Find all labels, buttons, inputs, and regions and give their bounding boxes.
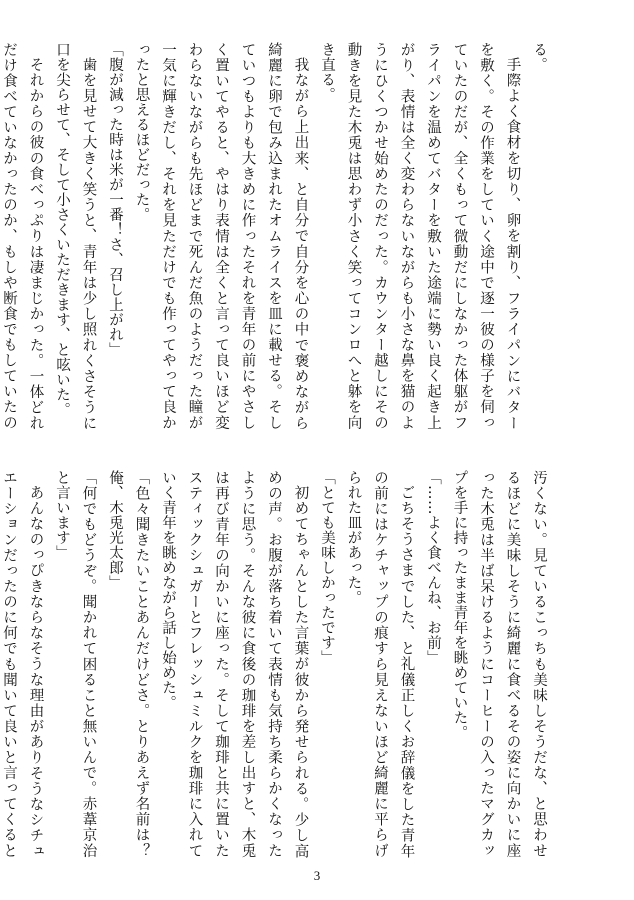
paragraph: 「……よく食べんね、お前」 [425, 470, 441, 665]
paragraph: あんなのっぴきならなそうな理由がありそうなシチュエーションだったのに何でも聞いて良いと言ってくると [1, 470, 44, 858]
paragraph: 初めてちゃんとした言葉が彼から発せられる。少し高めの声。お腹が落ち着いて表情も気持ち柔らかくなったように思う。そんな彼に食後の珈琲を差し出すと、木兎は再び青年の向かいに座った。そして珈琲と共に置いたスティックシュガーとフレッシュミルクを珈琲に入れていく青年を眺めながら話し始めた。 [160, 470, 309, 858]
upper-text-block [1, 42, 552, 430]
paragraph: 歯を見せて大きく笑うと、青年は少し照れくさそうに口を尖らせて、そして小さくいただきます、と呟いた。 [54, 42, 97, 430]
paragraph: 我ながら上出来、と自分で自分を心の中で褒めながら綺麗に卵で包み込まれたオムライスを皿に載せる。そしていつもよりも大きめに作ったそれを青年の前にやさしく置いてやると、やはり表情は全くと言って良いほど変わらないながらも先ほどまで死んだ魚のようだった瞳が一気に輝きだし、それを見ただけでも作ってやって良かったと思えるほどだった。 [133, 42, 309, 430]
paragraph: 「何でもどうぞ。聞かれて困ること無いんで。赤葦京治と言います」 [54, 470, 97, 858]
lower-text-block [1, 470, 552, 858]
paragraph: 「腹が減った時は米が一番！さ、召し上がれ」 [107, 42, 123, 357]
paragraph: 「とても美味しかったです」 [319, 470, 335, 665]
page-number: 3 [313, 868, 321, 883]
paragraph: 「色々聞きたいことあんだけどさ。とりあえず名前は？俺、木兎光太郎」 [107, 470, 150, 858]
paragraph: 汚くない。見ているこっちも美味しそうだな、と思わせるほどに美味しそうに綺麗に食べるその姿に向かいに座った木兎は半ば呆けるようにコーヒーの入ったマグカップを手に持ったまま青年を眺めていた。 [451, 470, 547, 858]
paragraph: ごちそうさまでした、と礼儀正しくお辞儀をした青年の前にはケチャップの痕すら見えないほど綺麗に平らげられた皿があった。 [345, 470, 415, 858]
paragraph: る。 [531, 42, 547, 72]
paragraph: それからの彼の食べっぷりは凄まじかった。一体どれだけ食べていなかったのか、もしや断食でもしていたの [1, 42, 44, 430]
paragraph: 手際よく食材を切り、卵を割り、フライパンにバターを敷く。その作業をしていく途中で逐一彼の様子を伺っていたのだが、全くもって微動だにしなかった体躯がフライパンを温めてバターを敷いた途端に勢い良く起き上がり、表情は全く変わらないながらも小さな鼻を猫のようにひくつかせ始めたのだった。カウンター越しにその動きを見た木兎は思わず小さく笑ってコンロへと躰を向き直る。 [319, 42, 521, 430]
